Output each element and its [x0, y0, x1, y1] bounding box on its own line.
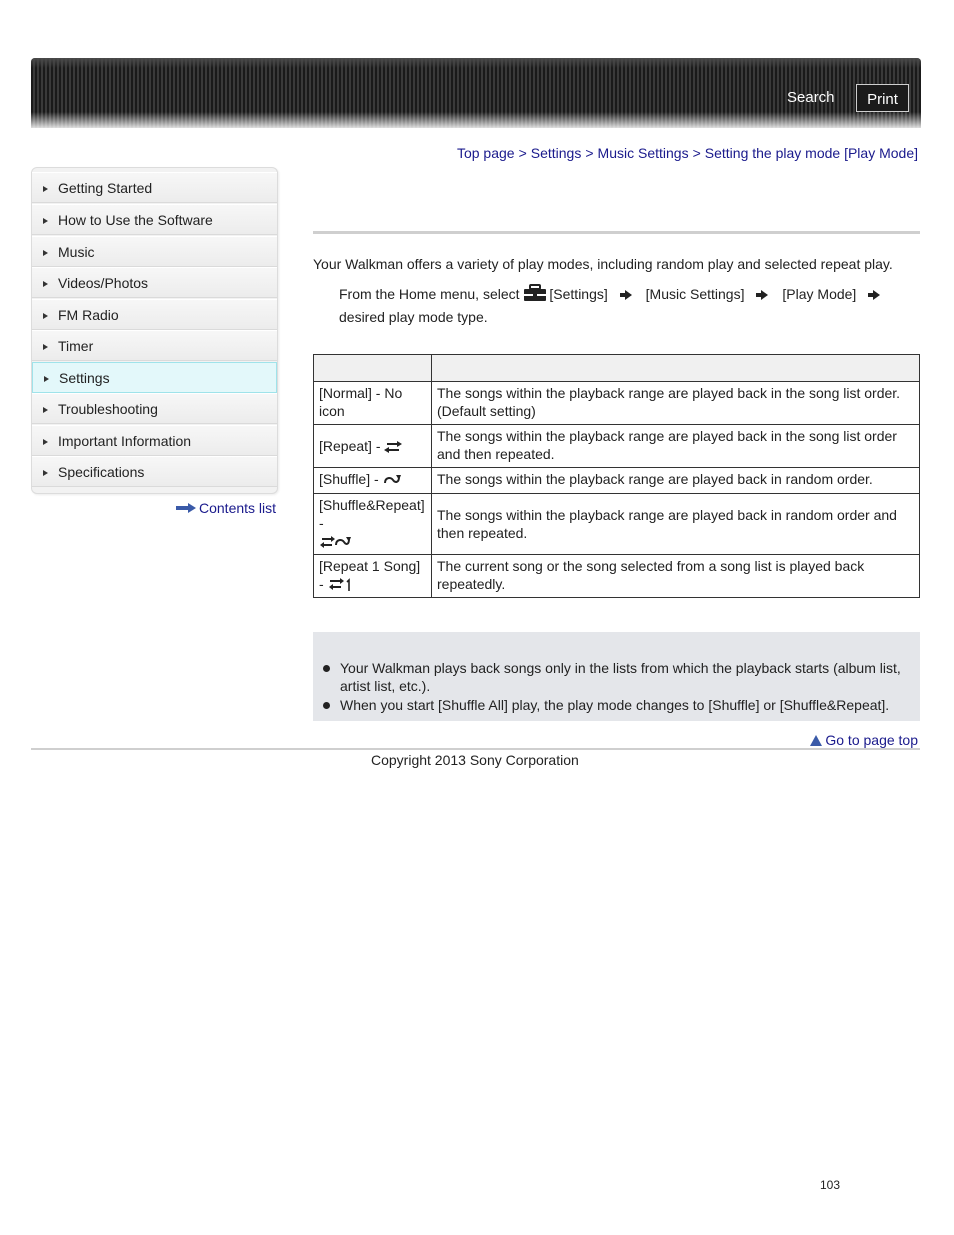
repeat-one-icon [328, 578, 352, 591]
mode-label: [Normal] - No icon [319, 385, 403, 419]
sidebar-item-label: Settings [59, 369, 110, 386]
print-button[interactable]: Print [856, 84, 909, 112]
description-cell: The songs within the playback range are played back in the song list order. (Default setting) [432, 382, 920, 425]
description-cell: The songs within the playback range are played back in random order. [432, 468, 920, 494]
table-header-cell [314, 355, 432, 382]
table-header-row [314, 355, 920, 382]
step-play-mode: [Play Mode] [782, 286, 857, 302]
description-cell: The current song or the song selected from a song list is played back repeatedly. [432, 555, 920, 598]
triangle-right-icon [43, 439, 48, 445]
sidebar-item-label: FM Radio [58, 306, 119, 323]
sidebar-item-how-to-use-software[interactable] [32, 204, 277, 235]
mode-cell [314, 382, 432, 425]
sidebar-item-label: Troubleshooting [58, 400, 158, 417]
sidebar-item-specifications[interactable] [32, 456, 277, 487]
note-list [322, 659, 912, 715]
step-arrow-icon [620, 290, 632, 300]
note-item: When you start [Shuffle All] play, the play mode changes to [Shuffle] or [Shuffle&Repeat]. [322, 696, 912, 714]
triangle-right-icon [43, 407, 48, 413]
step-prefix: From the Home menu, select [339, 286, 520, 302]
mode-label: [Shuffle] - [319, 471, 379, 487]
description-cell: The songs within the playback range are played back in random order and then repeated. [432, 494, 920, 555]
sidebar-item-label: Important Information [58, 432, 192, 449]
sidebar-item-label: How to Use the Software [58, 211, 213, 228]
description-cell: The songs within the playback range are played back in the song list order and then repeated. [432, 425, 920, 468]
go-to-page-top-label: Go to page top [825, 732, 918, 748]
table-row [314, 555, 920, 598]
shuffle-icon [383, 474, 401, 486]
play-mode-table [313, 354, 920, 598]
breadcrumb-separator: > [585, 145, 594, 161]
step-arrow-icon [756, 290, 768, 300]
repeat-icon [384, 441, 402, 453]
sidebar-item-label: Timer [58, 337, 94, 354]
mode-label: [Repeat] - [319, 438, 381, 454]
step-settings: [Settings] [549, 286, 608, 302]
sidebar-item-videos-photos[interactable] [32, 267, 277, 298]
sidebar-item-label: Music [58, 243, 95, 260]
table-row [314, 468, 920, 494]
search-link[interactable]: Search [787, 89, 835, 106]
step-arrow-icon [868, 290, 880, 300]
intro-text: Your Walkman offers a variety of play modes, including random play and selected repeat play. [313, 256, 893, 272]
mode-cell [314, 494, 432, 555]
sidebar-item-label: Getting Started [58, 179, 153, 196]
triangle-right-icon [43, 470, 48, 476]
page-number: 103 [820, 1178, 841, 1192]
mode-cell [314, 468, 432, 494]
step-music-settings: [Music Settings] [645, 286, 745, 302]
mode-cell [314, 425, 432, 468]
title-divider [313, 231, 920, 234]
contents-list-label: Contents list [199, 500, 277, 516]
sidebar-item-getting-started[interactable] [32, 172, 277, 203]
sidebar-item-label: Videos/Photos [58, 274, 149, 291]
mode-label: [Repeat 1 Song] - [319, 558, 421, 592]
arrow-right-icon [176, 503, 196, 513]
note-item: Your Walkman plays back songs only in the lists from which the playback starts (album list, artist list, etc.). [322, 659, 912, 695]
footer-divider [31, 748, 920, 750]
triangle-right-icon [43, 218, 48, 224]
triangle-up-icon [810, 735, 822, 746]
breadcrumb-music-settings[interactable]: Music Settings [597, 145, 689, 161]
contents-list-link[interactable] [176, 500, 276, 516]
copyright-text: Copyright 2013 Sony Corporation [371, 752, 579, 768]
table-row [314, 425, 920, 468]
table-header-cell [432, 355, 920, 382]
mode-cell [314, 555, 432, 598]
breadcrumb-current-page[interactable]: Setting the play mode [Play Mode] [704, 145, 918, 161]
settings-toolbox-icon [523, 284, 547, 302]
triangle-right-icon [43, 281, 48, 287]
breadcrumb [457, 145, 918, 161]
sidebar-item-timer[interactable] [32, 330, 277, 361]
sidebar-item-settings[interactable] [32, 362, 277, 393]
breadcrumb-separator: > [518, 145, 527, 161]
shuffle-repeat-icon [319, 536, 351, 548]
step-instructions [339, 283, 899, 329]
sidebar-nav [31, 167, 278, 494]
sidebar-item-label: Specifications [58, 463, 145, 480]
triangle-right-icon [43, 186, 48, 192]
go-to-page-top-link[interactable] [810, 732, 918, 748]
sidebar-item-fm-radio[interactable] [32, 299, 277, 330]
triangle-right-icon [44, 376, 49, 382]
sidebar-item-important-information[interactable] [32, 425, 277, 456]
mode-label: [Shuffle&Repeat] - [319, 497, 425, 531]
triangle-right-icon [43, 344, 48, 350]
table-row [314, 494, 920, 555]
triangle-right-icon [43, 250, 48, 256]
triangle-right-icon [43, 313, 48, 319]
breadcrumb-settings[interactable]: Settings [530, 145, 582, 161]
sidebar-item-music[interactable] [32, 236, 277, 267]
table-row [314, 382, 920, 425]
breadcrumb-separator: > [692, 145, 701, 161]
step-suffix: desired play mode type. [339, 309, 488, 325]
sidebar-item-troubleshooting[interactable] [32, 393, 277, 424]
breadcrumb-top-page[interactable]: Top page [456, 145, 515, 161]
